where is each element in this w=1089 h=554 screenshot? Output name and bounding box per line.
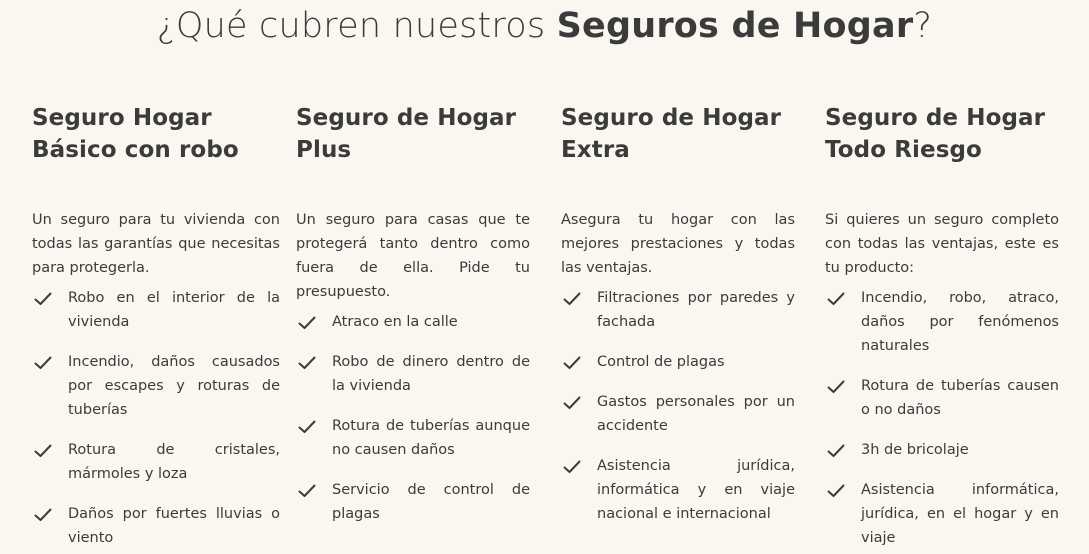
- feature-text: Asistencia jurídica, informática y en viaje nacional e internacional: [597, 458, 795, 522]
- feature-item: [561, 286, 795, 334]
- feature-item: [296, 350, 530, 398]
- plan-title: Seguro de Hogar Todo Riesgo: [825, 105, 1046, 163]
- plan-description: Un seguro para casas que te protegerá tanto dentro como fuera de ella. Pide tu presupuesto.: [296, 212, 530, 300]
- feature-item: [296, 478, 530, 526]
- check-icon: [34, 356, 52, 370]
- feature-item: [825, 286, 1059, 358]
- feature-text: Atraco en la calle: [332, 314, 458, 330]
- feature-text: 3h de bricolaje: [861, 442, 969, 458]
- feature-text: Servicio de control de plagas: [332, 482, 530, 522]
- feature-item: [296, 310, 530, 334]
- feature-text: Rotura de tuberías causen o no daños: [861, 378, 1059, 418]
- feature-item: [32, 502, 280, 550]
- feature-list: [32, 286, 280, 550]
- title-question-mark: ?: [913, 6, 933, 46]
- feature-item: [32, 438, 280, 486]
- plan-description: Asegura tu hogar con las mejores prestaciones y todas las ventajas.: [561, 212, 795, 276]
- feature-list: [296, 310, 530, 526]
- check-icon: [563, 460, 581, 474]
- check-icon: [827, 380, 845, 394]
- feature-item: [825, 478, 1059, 550]
- feature-text: Control de plagas: [597, 354, 725, 370]
- check-icon: [298, 316, 316, 330]
- feature-item: [561, 390, 795, 438]
- feature-text: Rotura de tuberías aunque no causen daños: [332, 418, 530, 458]
- plan-plus: [296, 102, 530, 542]
- feature-item: [825, 374, 1059, 422]
- page-title: [0, 6, 1089, 46]
- check-icon: [563, 356, 581, 370]
- feature-item: [561, 454, 795, 526]
- feature-item: [32, 350, 280, 422]
- check-icon: [298, 356, 316, 370]
- title-regular: ¿Qué cubren nuestros: [156, 6, 557, 46]
- check-icon: [298, 484, 316, 498]
- check-icon: [827, 444, 845, 458]
- check-icon: [563, 396, 581, 410]
- check-icon: [34, 292, 52, 306]
- feature-item: [825, 438, 1059, 462]
- plan-extra: [561, 102, 795, 542]
- feature-text: Incendio, robo, atraco, daños por fenómenos naturales: [861, 290, 1059, 354]
- check-icon: [34, 508, 52, 522]
- feature-text: Incendio, daños causados por escapes y roturas de tuberías: [68, 354, 280, 418]
- check-icon: [34, 444, 52, 458]
- feature-text: Rotura de cristales, mármoles y loza: [68, 442, 280, 482]
- plan-description: Si quieres un seguro completo con todas las ventajas, este es tu producto:: [825, 212, 1059, 276]
- plan-title: Seguro Hogar Básico con robo: [32, 105, 239, 163]
- title-bold: Seguros de Hogar: [556, 6, 914, 46]
- feature-text: Robo en el interior de la vivienda: [68, 290, 280, 330]
- feature-item: [32, 286, 280, 334]
- feature-list: [825, 286, 1059, 550]
- check-icon: [827, 484, 845, 498]
- feature-text: Asistencia informática, jurídica, en el hogar y en viaje: [861, 482, 1059, 546]
- feature-list: [561, 286, 795, 526]
- feature-text: Robo de dinero dentro de la vivienda: [332, 354, 530, 394]
- plan-title: Seguro de Hogar Extra: [561, 105, 782, 163]
- check-icon: [563, 292, 581, 306]
- feature-text: Gastos personales por un accidente: [597, 394, 795, 434]
- check-icon: [298, 420, 316, 434]
- feature-item: [296, 414, 530, 462]
- feature-text: Filtraciones por paredes y fachada: [597, 290, 795, 330]
- feature-item: [561, 350, 795, 374]
- plan-description: Un seguro para tu vivienda con todas las garantías que necesitas para protegerla.: [32, 212, 280, 276]
- plan-todo-riesgo: [825, 102, 1059, 554]
- plan-title: Seguro de Hogar Plus: [296, 105, 517, 163]
- feature-text: Daños por fuertes lluvias o viento: [68, 506, 280, 546]
- check-icon: [827, 292, 845, 306]
- plan-basico: [32, 102, 280, 554]
